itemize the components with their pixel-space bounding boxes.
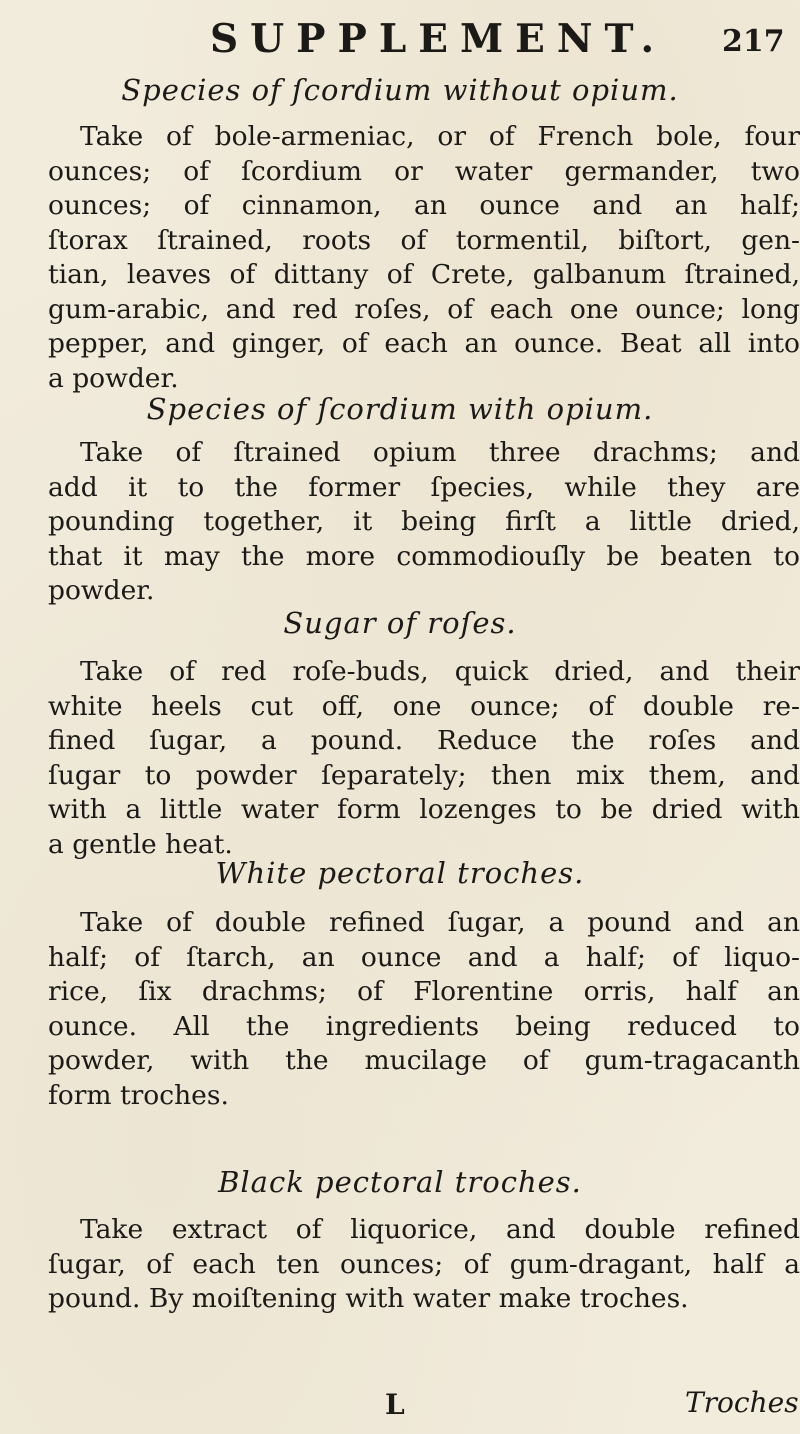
text-line: form troches. [48, 1079, 229, 1111]
text-line: pepper, and ginger, of each an ounce. Beat all into [48, 328, 800, 359]
text-line: tian, leaves of dittany of Crete, galbanum ſtrained, [48, 259, 800, 290]
section-heading: Species of ſcordium without opium. [121, 73, 679, 107]
text-line: a gentle heat. [48, 828, 233, 860]
text-line: fined ſugar, a pound. Reduce the roſes and [48, 725, 800, 756]
text-line: rice, ſix drachms; of Florentine orris, half an [48, 976, 800, 1007]
section-body [48, 906, 800, 1113]
running-title: SUPPLEMENT. [210, 16, 667, 62]
text-line: powder. [48, 575, 155, 606]
text-line: ounces; of cinnamon, an ounce and an half; [48, 190, 800, 221]
section-heading: White pectoral troches. [215, 856, 585, 890]
text-line: ſtorax ſtrained, roots of tormentil, biſtort, gen- [48, 224, 800, 256]
text-line: half; of ſtarch, an ounce and a half; of liquo- [48, 941, 800, 973]
text-line: white heels cut off, one ounce; of double re- [48, 690, 800, 722]
text-line: powder, with the mucilage of gum-tragacanth [48, 1045, 800, 1076]
text-line: a powder. [48, 362, 179, 394]
text-line: pound. By moiſtening with water make troches. [48, 1283, 689, 1314]
text-line: ounce. All the ingredients being reduced to [48, 1010, 800, 1042]
section-heading: Sugar of roſes. [283, 606, 517, 640]
text-line: Take of bole-armeniac, or of French bole, four [80, 121, 800, 152]
catchword: Troches [685, 1386, 799, 1419]
text-line: that it may the more commodiouſly be beaten to [48, 540, 800, 572]
text-line: ſugar, of each ten ounces; of gum-dragant, half a [48, 1248, 800, 1280]
section-heading: Species of ſcordium with opium. [146, 392, 654, 426]
text-line: Take of ſtrained opium three drachms; and [80, 437, 800, 468]
text-line: Take extract of liquorice, and double refined [80, 1214, 800, 1245]
section-body [48, 1213, 800, 1317]
section-body [48, 436, 800, 609]
signature-mark: L [385, 1388, 405, 1421]
running-head [0, 6, 800, 66]
text-line: ounces; of ſcordium or water germander, two [48, 155, 800, 187]
text-line: with a little water form lozenges to be dried with [48, 794, 800, 825]
section-body [48, 655, 800, 862]
text-line: add it to the former ſpecies, while they are [48, 471, 800, 503]
text-line: Take of double refined ſugar, a pound and an [80, 907, 800, 938]
text-line: Take of red roſe-buds, quick dried, and their [80, 656, 800, 687]
text-line: ſugar to powder ſeparately; then mix them, and [48, 759, 800, 791]
page-number: 217 [722, 24, 785, 59]
section-heading: Black pectoral troches. [218, 1165, 582, 1199]
section-body [48, 120, 800, 396]
text-line: gum-arabic, and red roſes, of each one ounce; long [48, 293, 800, 325]
text-line: pounding together, it being firſt a little dried, [48, 506, 800, 537]
